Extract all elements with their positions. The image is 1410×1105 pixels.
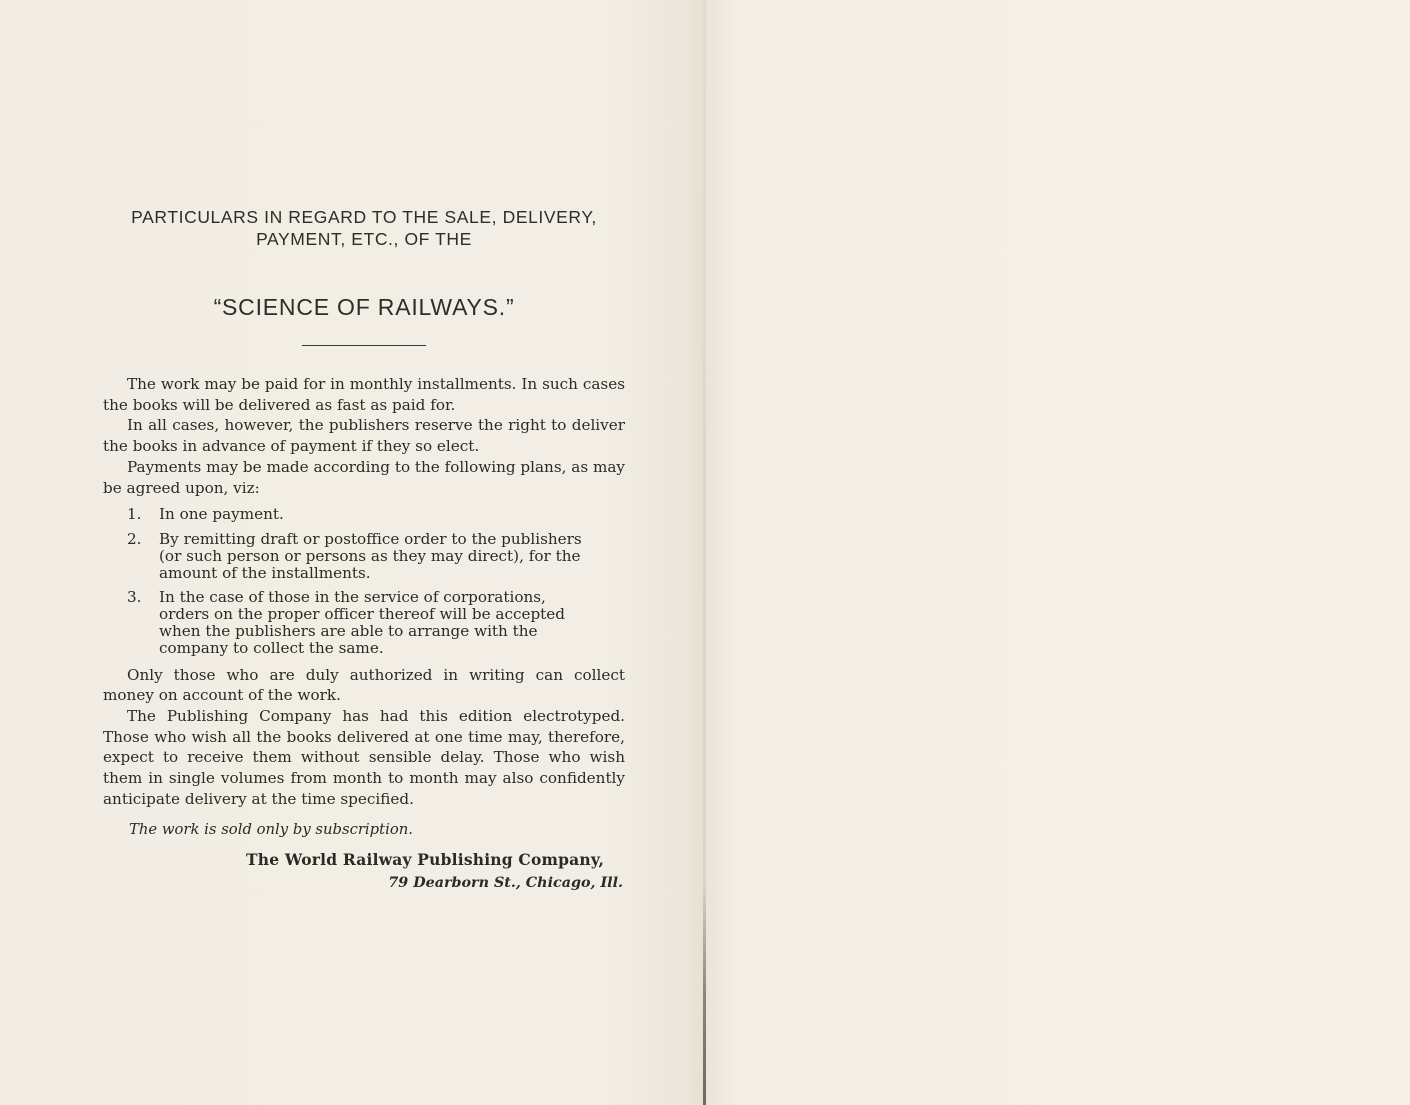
list-item xyxy=(103,531,625,581)
paragraph-authorized-collectors: Only those who are duly authorized in writing can collect money on account of the work. xyxy=(103,665,625,705)
list-item xyxy=(103,589,625,656)
list-number: 3. xyxy=(127,588,142,607)
list-text: By remitting draft or postoffice order to the publishers (or such person or persons as they may direct), for the amount of the installments. xyxy=(159,530,582,582)
list-number: 2. xyxy=(127,530,142,549)
paragraph-advance-delivery: In all cases, however, the publishers reserve the right to deliver the books in advance of payment if they so elect. xyxy=(103,416,625,456)
right-page-blank xyxy=(704,0,1410,1105)
list-text: In the case of those in the service of corporations, orders on the proper officer thereof will be accepted when the publishers are able to arrange with the company to collect the same. xyxy=(159,588,565,657)
paragraph-installments: The work may be paid for in monthly installments. In such cases the books will be delivered as fast as paid for. xyxy=(103,375,625,414)
left-page xyxy=(0,0,704,1105)
left-page-content xyxy=(103,206,625,894)
paragraph-payment-plans: Payments may be made according to the following plans, as may be agreed upon, viz: xyxy=(103,457,626,497)
publisher-name: The World Railway Publishing Company, xyxy=(246,850,605,870)
list-text: In one payment. xyxy=(159,505,284,524)
publisher-address: 79 Dearborn St., Chicago, Ill. xyxy=(388,874,623,891)
list-number: 1. xyxy=(127,505,142,524)
heading-line-1: PARTICULARS IN REGARD TO THE SALE, DELIVERY, xyxy=(131,207,597,227)
book-gutter xyxy=(703,0,706,1105)
subscription-note: The work is sold only by subscription. xyxy=(129,820,413,838)
payment-plans-list xyxy=(103,506,625,656)
body-text xyxy=(103,374,625,894)
heading-line-2: PAYMENT, ETC., OF THE xyxy=(256,229,472,249)
page-title: “SCIENCE OF RAILWAYS.” xyxy=(213,294,515,320)
paragraph-electrotyped: The Publishing Company has had this edition electrotyped. Those who wish all the books delivered at one time may, therefore, expect to receive them without sensible delay. Those who wish them in single volumes from month to month may also confidently anticipate delivery at the time specified. xyxy=(103,707,625,808)
title-divider xyxy=(302,345,426,346)
list-item xyxy=(103,506,625,523)
